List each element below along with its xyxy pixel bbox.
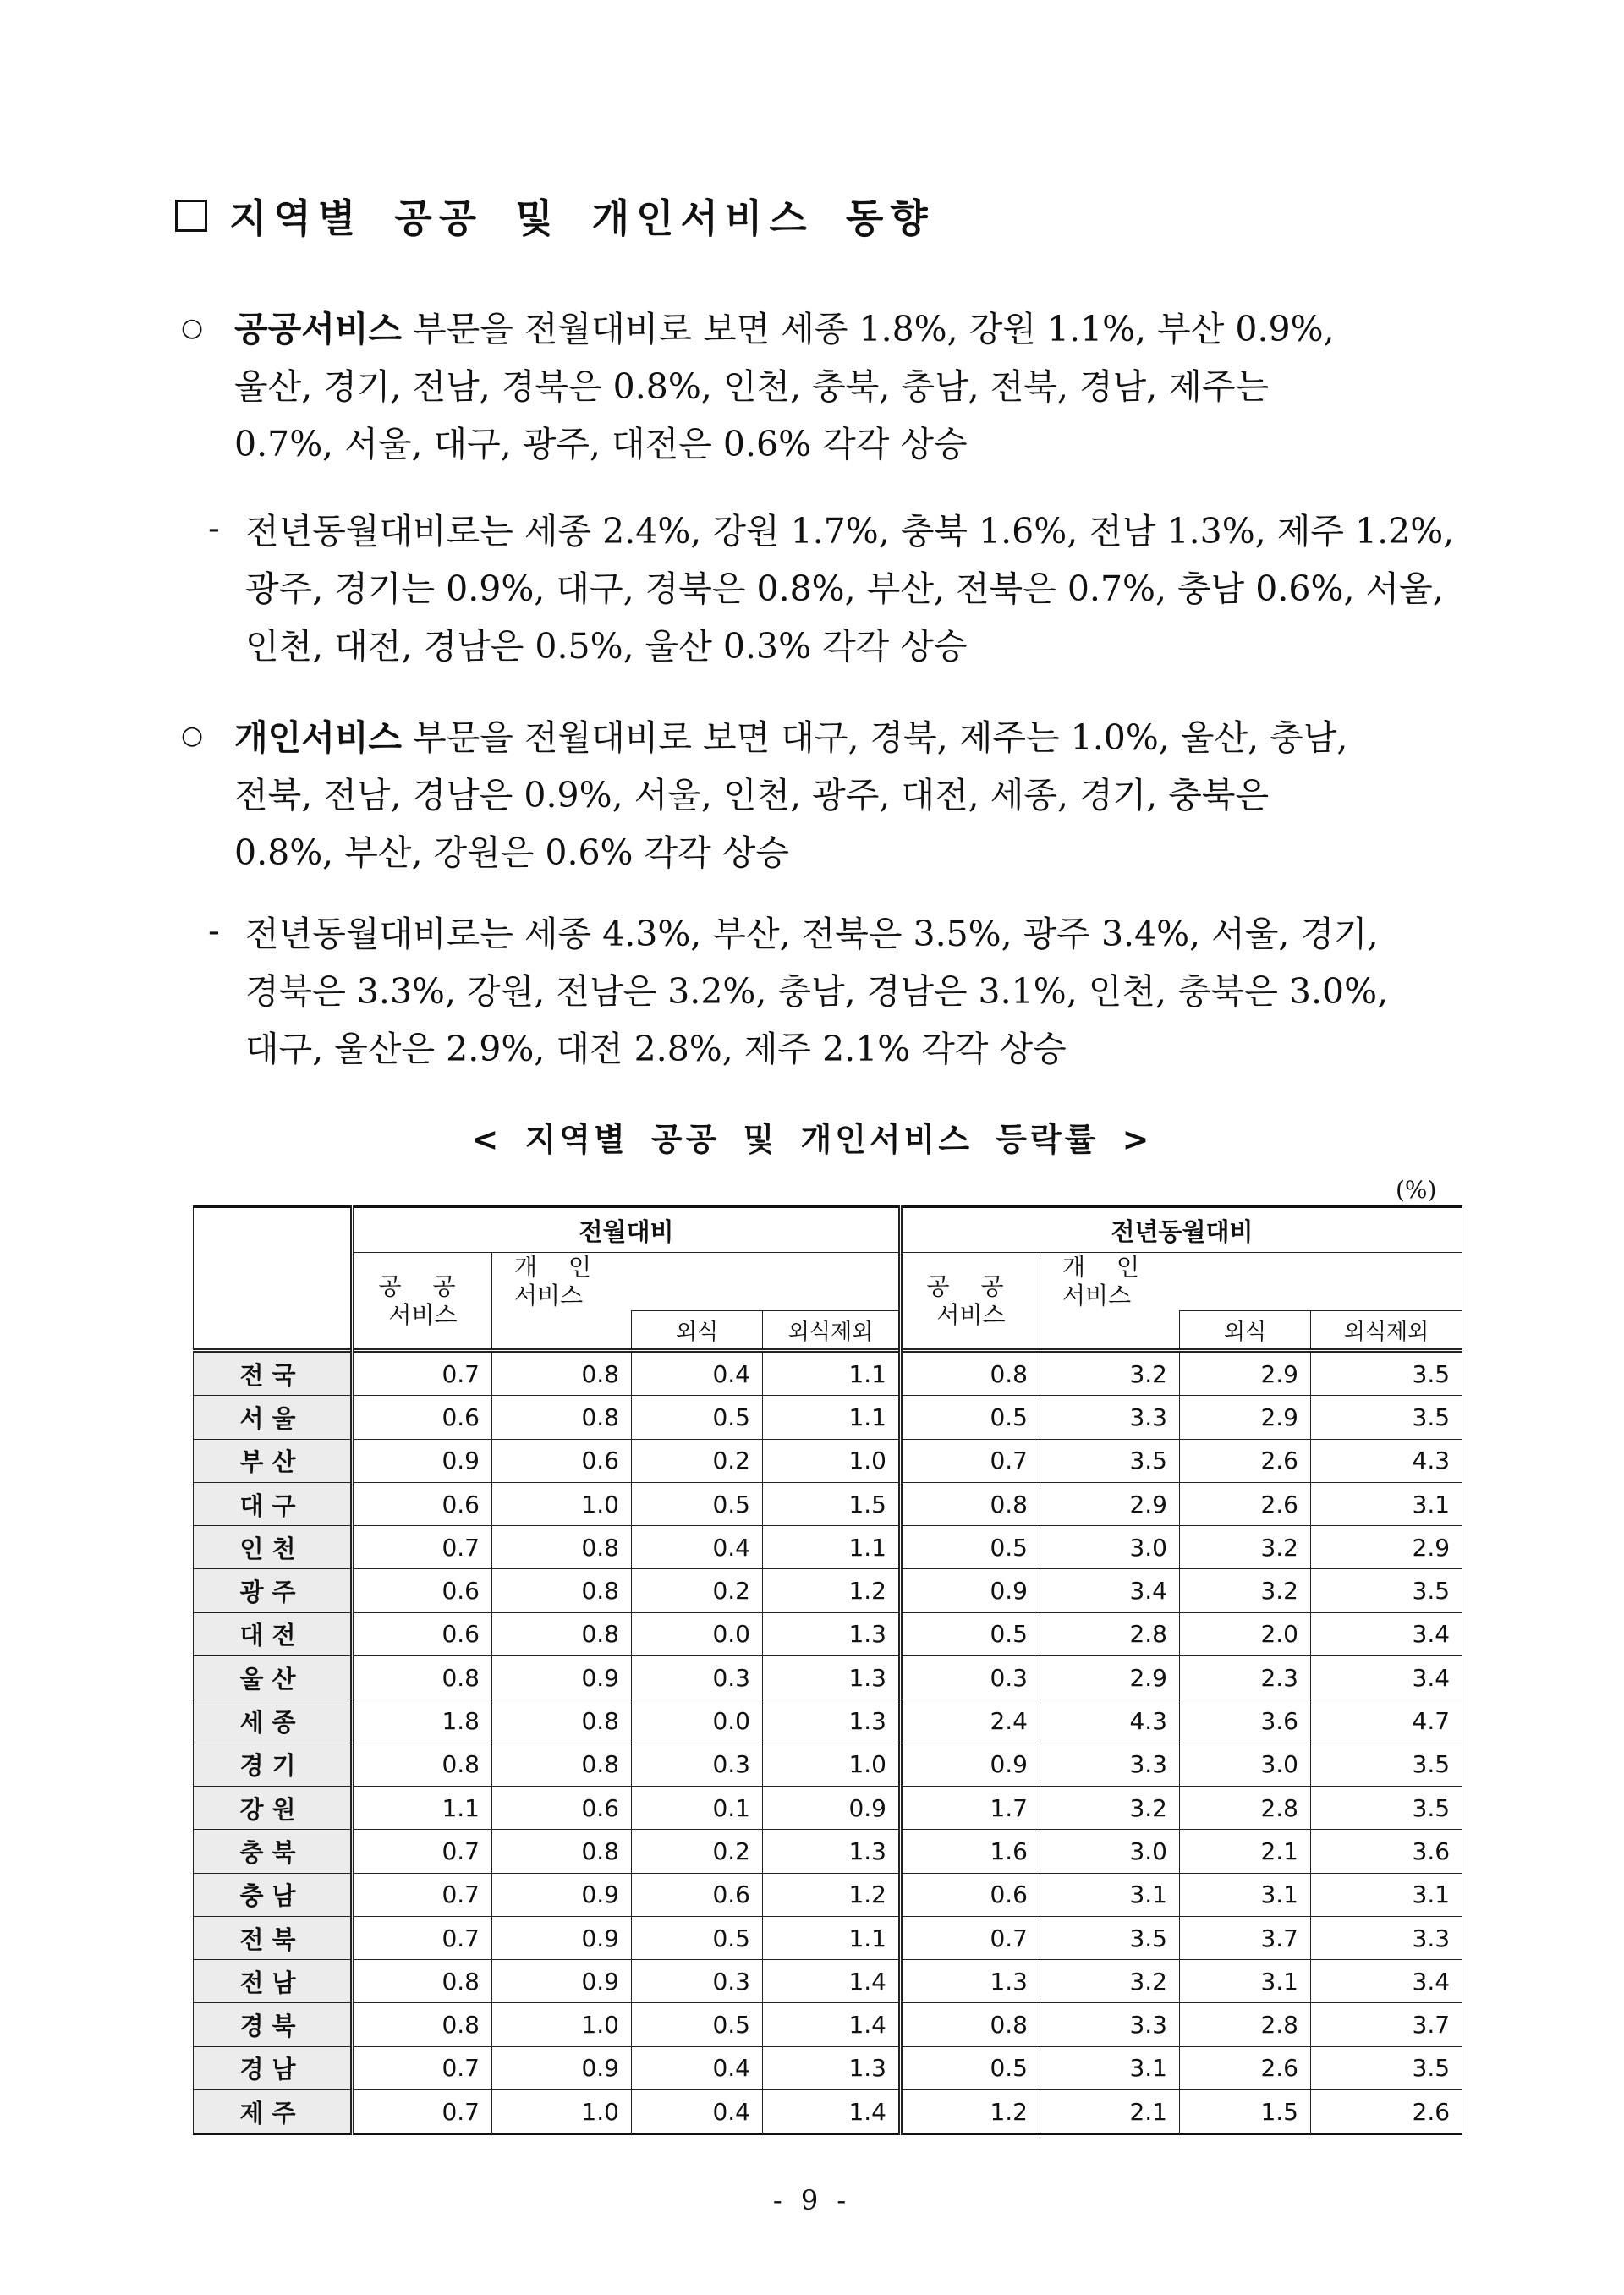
- value-cell: 3.5: [1311, 2046, 1462, 2089]
- value-cell: 2.4: [901, 1699, 1040, 1743]
- public-line-1: 공공서비스 부문을 전월대비로 보면 세종 1.8%, 강원 1.1%, 부산 0.9%,: [234, 309, 1335, 349]
- table-row: [194, 1786, 1462, 1829]
- value-cell: 0.8: [492, 1699, 632, 1743]
- value-cell: 3.1: [1311, 1873, 1462, 1916]
- value-cell: 1.4: [763, 1960, 901, 2003]
- value-cell: 3.2: [1040, 1786, 1180, 1829]
- value-cell: 3.3: [1040, 1396, 1180, 1439]
- region-cell: 대전: [194, 1612, 353, 1655]
- circle-bullet-icon: ○: [181, 721, 204, 750]
- table-row: [194, 2046, 1462, 2089]
- header-yoy-dining: 외식: [1180, 1311, 1311, 1351]
- value-cell: 3.5: [1311, 1786, 1462, 1829]
- value-cell: 0.6: [353, 1396, 492, 1439]
- value-cell: 1.2: [763, 1873, 901, 1916]
- region-cell: 전남: [194, 1960, 353, 2003]
- personal-yoy-line-3: 대구, 울산은 2.9%, 대전 2.8%, 제주 2.1% 각각 상승: [245, 1029, 1067, 1069]
- region-cell: 전국: [194, 1351, 353, 1396]
- header-month-over-month: 전월대비: [353, 1207, 901, 1253]
- value-cell: 3.7: [1180, 1916, 1311, 1959]
- value-cell: 3.2: [1040, 1351, 1180, 1396]
- value-cell: 2.3: [1180, 1656, 1311, 1699]
- public-yoy-line-2: 광주, 경기는 0.9%, 대구, 경북은 0.8%, 부산, 전북은 0.7%, 충남 0.6%, 서울,: [245, 568, 1444, 609]
- table-row: [194, 1482, 1462, 1525]
- value-cell: 0.7: [901, 1916, 1040, 1959]
- region-cell: 부산: [194, 1439, 353, 1482]
- region-cell: 대구: [194, 1482, 353, 1525]
- value-cell: 2.9: [1040, 1656, 1180, 1699]
- value-cell: 3.1: [1180, 1960, 1311, 2003]
- value-cell: 0.9: [492, 1873, 632, 1916]
- value-cell: 3.4: [1311, 1612, 1462, 1655]
- value-cell: 3.5: [1311, 1569, 1462, 1612]
- section-heading: [175, 188, 935, 244]
- value-cell: 1.2: [763, 1569, 901, 1612]
- value-cell: 1.0: [492, 2090, 632, 2134]
- value-cell: 0.1: [632, 1786, 763, 1829]
- value-cell: 1.3: [763, 1830, 901, 1873]
- value-cell: 2.6: [1180, 2046, 1311, 2089]
- value-cell: 0.8: [353, 1656, 492, 1699]
- value-cell: 4.3: [1040, 1699, 1180, 1743]
- table-row: [194, 1873, 1462, 1916]
- value-cell: 0.5: [632, 2003, 763, 2046]
- value-cell: 0.7: [353, 1526, 492, 1569]
- value-cell: 0.8: [492, 1396, 632, 1439]
- value-cell: 0.2: [632, 1830, 763, 1873]
- region-cell: 제주: [194, 2090, 353, 2134]
- value-cell: 0.7: [353, 1916, 492, 1959]
- value-cell: 1.3: [901, 1960, 1040, 2003]
- value-cell: 1.2: [901, 2090, 1040, 2134]
- value-cell: 0.4: [632, 2090, 763, 2134]
- table-row: [194, 1612, 1462, 1655]
- table-row: [194, 1916, 1462, 1959]
- table-row: [194, 1830, 1462, 1873]
- value-cell: 3.5: [1311, 1396, 1462, 1439]
- table-caption: < 지역별 공공 및 개인서비스 등락률 >: [471, 1121, 1153, 1158]
- value-cell: 0.8: [353, 2003, 492, 2046]
- table-row: [194, 2090, 1462, 2134]
- header-yoy-personal-blank: [1040, 1311, 1180, 1351]
- value-cell: 0.9: [901, 1569, 1040, 1612]
- table-row: [194, 1569, 1462, 1612]
- value-cell: 1.0: [763, 1743, 901, 1786]
- value-cell: 1.1: [353, 1786, 492, 1829]
- header-mom-personal-blank: [492, 1311, 632, 1351]
- value-cell: 0.6: [492, 1439, 632, 1482]
- value-cell: 0.9: [492, 1656, 632, 1699]
- value-cell: 1.0: [763, 1439, 901, 1482]
- value-cell: 0.8: [901, 1351, 1040, 1396]
- value-cell: 2.8: [1180, 2003, 1311, 2046]
- value-cell: 0.6: [353, 1482, 492, 1525]
- value-cell: 1.1: [763, 1351, 901, 1396]
- value-cell: 4.7: [1311, 1699, 1462, 1743]
- region-cell: 경남: [194, 2046, 353, 2089]
- value-cell: 0.9: [901, 1743, 1040, 1786]
- value-cell: 2.6: [1311, 2090, 1462, 2134]
- value-cell: 0.9: [492, 2046, 632, 2089]
- value-cell: 0.3: [632, 1743, 763, 1786]
- value-cell: 1.1: [763, 1396, 901, 1439]
- value-cell: 0.8: [353, 1960, 492, 2003]
- header-mom-public: 공 공 서비스: [353, 1253, 492, 1351]
- value-cell: 3.1: [1040, 1873, 1180, 1916]
- value-cell: 1.3: [763, 1699, 901, 1743]
- value-cell: 3.6: [1311, 1830, 1462, 1873]
- value-cell: 3.3: [1040, 2003, 1180, 2046]
- value-cell: 2.9: [1311, 1526, 1462, 1569]
- region-cell: 경기: [194, 1743, 353, 1786]
- personal-yoy-line-1: 전년동월대비로는 세종 4.3%, 부산, 전북은 3.5%, 광주 3.4%, 서울, 경기,: [245, 914, 1379, 954]
- value-cell: 0.9: [353, 1439, 492, 1482]
- value-cell: 0.3: [632, 1656, 763, 1699]
- value-cell: 3.5: [1311, 1351, 1462, 1396]
- personal-yoy-paragraph: [245, 905, 1455, 1078]
- value-cell: 1.1: [763, 1916, 901, 1959]
- value-cell: 0.8: [492, 1351, 632, 1396]
- value-cell: 0.9: [492, 1916, 632, 1959]
- public-yoy-line-1: 전년동월대비로는 세종 2.4%, 강원 1.7%, 충북 1.6%, 전남 1.3%, 제주 1.2%,: [245, 511, 1455, 552]
- value-cell: 1.3: [763, 1612, 901, 1655]
- table-row: [194, 1439, 1462, 1482]
- value-cell: 0.8: [492, 1830, 632, 1873]
- value-cell: 0.9: [492, 1960, 632, 2003]
- public-lead: 공공서비스: [234, 309, 403, 349]
- regional-rates-table: [193, 1205, 1462, 2135]
- value-cell: 3.5: [1040, 1916, 1180, 1959]
- region-cell: 충북: [194, 1830, 353, 1873]
- value-cell: 0.6: [901, 1873, 1040, 1916]
- table-row: [194, 1743, 1462, 1786]
- header-yoy-personal: 개 인 서비스: [1040, 1253, 1462, 1311]
- value-cell: 4.3: [1311, 1439, 1462, 1482]
- value-cell: 2.8: [1180, 1786, 1311, 1829]
- region-cell: 인천: [194, 1526, 353, 1569]
- value-cell: 0.5: [901, 1612, 1040, 1655]
- value-cell: 3.4: [1040, 1569, 1180, 1612]
- region-cell: 경북: [194, 2003, 353, 2046]
- header-mom-personal: 개 인 서비스: [492, 1253, 901, 1311]
- region-cell: 강원: [194, 1786, 353, 1829]
- value-cell: 3.6: [1180, 1699, 1311, 1743]
- value-cell: 0.7: [353, 1830, 492, 1873]
- value-cell: 0.6: [632, 1873, 763, 1916]
- value-cell: 0.3: [632, 1960, 763, 2003]
- value-cell: 0.2: [632, 1569, 763, 1612]
- value-cell: 0.6: [353, 1569, 492, 1612]
- dash-bullet-icon: -: [208, 910, 220, 951]
- value-cell: 1.0: [492, 1482, 632, 1525]
- header-year-over-year: 전년동월대비: [901, 1207, 1462, 1253]
- value-cell: 3.0: [1040, 1830, 1180, 1873]
- value-cell: 2.9: [1040, 1482, 1180, 1525]
- region-cell: 울산: [194, 1656, 353, 1699]
- value-cell: 1.3: [763, 1656, 901, 1699]
- value-cell: 0.7: [353, 1873, 492, 1916]
- table-row: [194, 1351, 1462, 1396]
- public-yoy-line-3: 인천, 대전, 경남은 0.5%, 울산 0.3% 각각 상승: [245, 626, 968, 667]
- value-cell: 3.0: [1180, 1743, 1311, 1786]
- value-cell: 1.0: [492, 2003, 632, 2046]
- value-cell: 3.1: [1040, 2046, 1180, 2089]
- dash-bullet-icon: -: [208, 508, 220, 548]
- public-line-3: 0.7%, 서울, 대구, 광주, 대전은 0.6% 각각 상승: [234, 424, 968, 464]
- value-cell: 3.4: [1311, 1656, 1462, 1699]
- value-cell: 0.5: [901, 2046, 1040, 2089]
- value-cell: 1.1: [763, 1526, 901, 1569]
- value-cell: 0.8: [492, 1612, 632, 1655]
- value-cell: 3.2: [1180, 1569, 1311, 1612]
- value-cell: 0.5: [632, 1482, 763, 1525]
- value-cell: 3.1: [1180, 1873, 1311, 1916]
- value-cell: 0.6: [492, 1786, 632, 1829]
- value-cell: 3.3: [1311, 1916, 1462, 1959]
- header-yoy-public: 공 공 서비스: [901, 1253, 1040, 1351]
- value-cell: 0.8: [901, 1482, 1040, 1525]
- value-cell: 0.8: [492, 1743, 632, 1786]
- value-cell: 3.5: [1311, 1743, 1462, 1786]
- personal-paragraph: [234, 709, 1455, 881]
- table-row: [194, 1396, 1462, 1439]
- table-row: [194, 1960, 1462, 2003]
- value-cell: 2.1: [1040, 2090, 1180, 2134]
- public-paragraph: [234, 300, 1455, 473]
- value-cell: 3.7: [1311, 2003, 1462, 2046]
- value-cell: 3.0: [1040, 1526, 1180, 1569]
- personal-lead: 개인서비스: [234, 717, 403, 758]
- value-cell: 0.5: [632, 1916, 763, 1959]
- value-cell: 0.5: [632, 1396, 763, 1439]
- value-cell: 2.6: [1180, 1439, 1311, 1482]
- value-cell: 0.0: [632, 1612, 763, 1655]
- region-cell: 서울: [194, 1396, 353, 1439]
- value-cell: 1.5: [763, 1482, 901, 1525]
- header-yoy-excl-dining: 외식제외: [1311, 1311, 1462, 1351]
- personal-yoy-line-2: 경북은 3.3%, 강원, 전남은 3.2%, 충남, 경남은 3.1%, 인천, 충북은 3.0%,: [245, 971, 1389, 1012]
- value-cell: 3.1: [1311, 1482, 1462, 1525]
- value-cell: 2.1: [1180, 1830, 1311, 1873]
- value-cell: 3.3: [1040, 1743, 1180, 1786]
- table-row: [194, 1526, 1462, 1569]
- table-row: [194, 1699, 1462, 1743]
- value-cell: 1.4: [763, 2090, 901, 2134]
- personal-line-1: 개인서비스 부문을 전월대비로 보면 대구, 경북, 제주는 1.0%, 울산, 충남,: [234, 717, 1348, 758]
- value-cell: 0.2: [632, 1439, 763, 1482]
- value-cell: 1.3: [763, 2046, 901, 2089]
- value-cell: 0.8: [492, 1526, 632, 1569]
- value-cell: 0.7: [353, 2046, 492, 2089]
- value-cell: 0.9: [763, 1786, 901, 1829]
- value-cell: 0.8: [901, 2003, 1040, 2046]
- value-cell: 2.6: [1180, 1482, 1311, 1525]
- value-cell: 0.8: [492, 1569, 632, 1612]
- table-corner: [194, 1207, 353, 1351]
- value-cell: 2.9: [1180, 1396, 1311, 1439]
- public-line-2: 울산, 경기, 전남, 경북은 0.8%, 인천, 충북, 충남, 전북, 경남, 제주는: [234, 366, 1270, 407]
- region-cell: 세종: [194, 1699, 353, 1743]
- value-cell: 0.7: [353, 1351, 492, 1396]
- value-cell: 0.4: [632, 1351, 763, 1396]
- region-cell: 전북: [194, 1916, 353, 1959]
- region-cell: 광주: [194, 1569, 353, 1612]
- public-yoy-paragraph: [245, 502, 1455, 675]
- value-cell: 2.0: [1180, 1612, 1311, 1655]
- value-cell: 3.4: [1311, 1960, 1462, 2003]
- value-cell: 0.4: [632, 1526, 763, 1569]
- value-cell: 0.4: [632, 2046, 763, 2089]
- personal-line-2: 전북, 전남, 경남은 0.9%, 서울, 인천, 광주, 대전, 세종, 경기, 충북은: [234, 775, 1270, 815]
- value-cell: 0.0: [632, 1699, 763, 1743]
- value-cell: 0.6: [353, 1612, 492, 1655]
- value-cell: 2.8: [1040, 1612, 1180, 1655]
- value-cell: 1.8: [353, 1699, 492, 1743]
- value-cell: 0.8: [353, 1743, 492, 1786]
- value-cell: 0.7: [901, 1439, 1040, 1482]
- value-cell: 1.7: [901, 1786, 1040, 1829]
- value-cell: 0.5: [901, 1526, 1040, 1569]
- table-row: [194, 1656, 1462, 1699]
- circle-bullet-icon: ○: [181, 313, 204, 343]
- header-mom-excl-dining: 외식제외: [763, 1311, 901, 1351]
- value-cell: 1.4: [763, 2003, 901, 2046]
- value-cell: 3.5: [1040, 1439, 1180, 1482]
- region-cell: 충남: [194, 1873, 353, 1916]
- value-cell: 1.5: [1180, 2090, 1311, 2134]
- value-cell: 1.6: [901, 1830, 1040, 1873]
- value-cell: 0.3: [901, 1656, 1040, 1699]
- personal-line-3: 0.8%, 부산, 강원은 0.6% 각각 상승: [234, 832, 790, 873]
- table-row: [194, 2003, 1462, 2046]
- checkbox-icon: [175, 200, 207, 232]
- value-cell: 0.5: [901, 1396, 1040, 1439]
- table-unit: (%): [1396, 1176, 1437, 1204]
- section-title-text: 지역별 공공 및 개인서비스 동향: [229, 195, 935, 241]
- value-cell: 2.9: [1180, 1351, 1311, 1396]
- value-cell: 0.7: [353, 2090, 492, 2134]
- value-cell: 3.2: [1180, 1526, 1311, 1569]
- header-mom-dining: 외식: [632, 1311, 763, 1351]
- value-cell: 3.2: [1040, 1960, 1180, 2003]
- page-number: - 9 -: [772, 2184, 852, 2216]
